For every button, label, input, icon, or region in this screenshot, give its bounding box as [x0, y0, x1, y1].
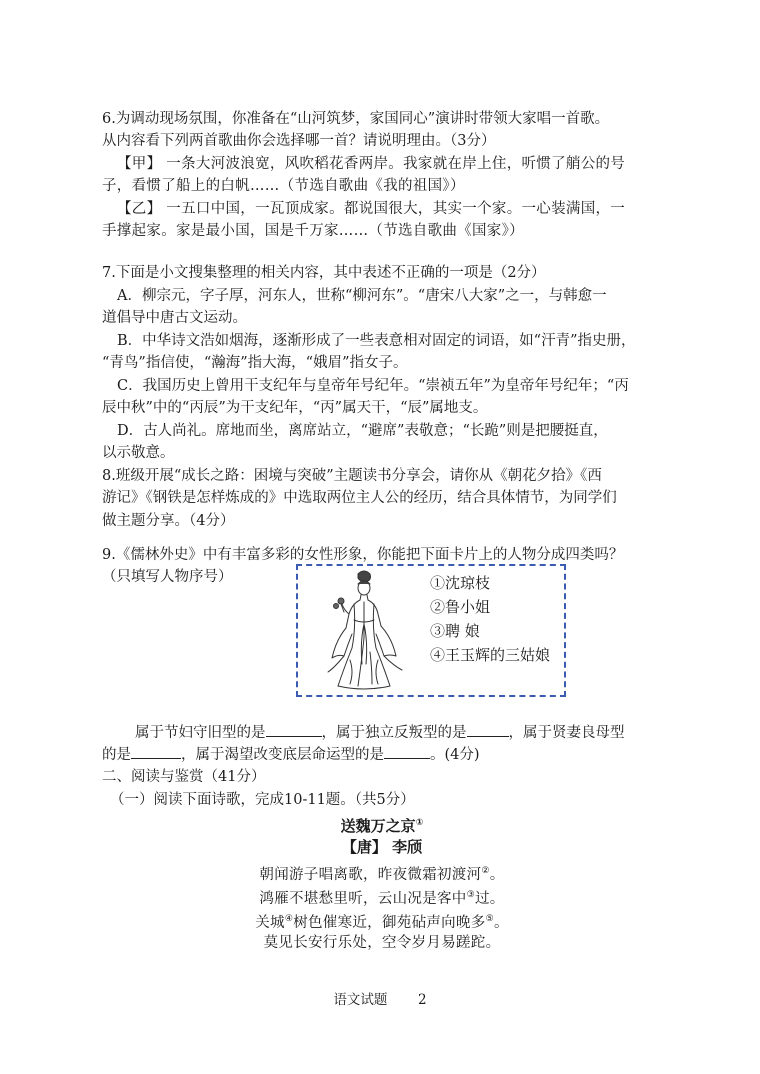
- ancient-lady-illustration: [314, 568, 414, 694]
- q7-option-a1: A．柳宗元，字子厚，河东人，世称“柳河东”。“唐宋八大家”之一，与韩愈一: [117, 288, 607, 304]
- section-2-title: 二、阅读与鉴赏（41分）: [102, 769, 266, 785]
- q6-jia-line2: 子，看惯了船上的白帆……（节选自歌曲《我的祖国》）: [102, 178, 465, 194]
- fill-label-4: 的是: [102, 747, 131, 763]
- fill-label-3: ，属于贤妻良母型: [508, 725, 625, 741]
- footer-label: 语文试题: [333, 992, 388, 1008]
- poem-title: 送魏万之京①: [340, 817, 424, 835]
- fill-label-1: 属于节妇守旧型的是: [135, 725, 266, 741]
- card-item-4: ④王玉辉的三姑娘: [430, 646, 551, 664]
- q7-option-d1: D．古人尚礼。席地而坐，离席站立，“避席”表敬意；“长跪”则是把腰挺直，: [117, 423, 608, 439]
- card-item-3: ③聘 娘: [430, 622, 480, 640]
- q9-fill-line2: [102, 744, 662, 766]
- q8-line2: 游记》《钢铁是怎样炼成的》中选取两位主人公的经历，结合具体情节，为同学们: [102, 490, 617, 506]
- q8-line3: 做主题分享。（4分）: [102, 513, 235, 529]
- fill-label-5: ，属于渴望改变底层命运型的是: [181, 747, 384, 763]
- q9-line1: 9.《儒林外史》中有丰富多彩的女性形象，你能把下面卡片上的人物分成四类吗？: [102, 547, 624, 563]
- q7-option-c2: 辰中秋”中的“丙辰”为干支纪年，“丙”属天干，“辰”属地支。: [102, 400, 488, 416]
- answer-blank-1[interactable]: [266, 722, 322, 737]
- q6-jia-line1: 【甲】 一条大河波浪宽，风吹稻花香两岸。我家就在岸上住，听惯了艄公的号: [117, 156, 626, 172]
- fill-label-2: ，属于独立反叛型的是: [321, 725, 467, 741]
- section-2-subtitle: （一）阅读下面诗歌，完成10-11题。（共5分）: [110, 792, 415, 808]
- card-item-2: ②鲁小姐: [430, 598, 491, 616]
- poem-line-4: 莫见长安行乐处，空令岁月易蹉跎。: [263, 935, 501, 951]
- answer-blank-3[interactable]: [131, 744, 181, 759]
- fill-label-6: 。(4分): [430, 747, 480, 763]
- q7-option-b1: B．中华诗文浩如烟海，逐渐形成了一些表意相对固定的词语，如“汗青”指史册，: [117, 333, 636, 349]
- answer-blank-2[interactable]: [467, 722, 509, 737]
- poem-author: 【唐】 李颀: [341, 838, 423, 856]
- card-item-1: ①沈琼枝: [430, 574, 491, 592]
- poem-line-1: 朝闻游子唱离歌，昨夜微霜初渡河②。: [259, 866, 505, 883]
- q7-option-c1: C．我国历史上曾用干支纪年与皇帝年号纪年。“崇祯五年”为皇帝年号纪年；“丙: [117, 378, 629, 394]
- page-number: 2: [418, 992, 427, 1008]
- page-footer: [0, 988, 760, 1008]
- q6-yi-line1: 【乙】 一五口中国，一瓦顶成家。都说国很大，其实一个家。一心装满国，一: [117, 201, 626, 217]
- q9-fill-line1: [135, 722, 695, 744]
- q7-option-d2: 以示敬意。: [102, 445, 175, 461]
- q6-line2: 从内容看下列两首歌曲你会选择哪一首？请说明理由。（3分）: [102, 133, 496, 149]
- q6-yi-line2: 手撑起家。家是最小国，国是千万家……（节选自歌曲《国家》）: [102, 223, 524, 239]
- character-card: [296, 564, 566, 697]
- poem-line-2: 鸿雁不堪愁里听，云山况是客中③过。: [259, 890, 505, 907]
- q9-line2: （只填写人物序号）: [102, 569, 233, 585]
- q7-option-a2: 道倡导中唐古文运动。: [102, 310, 247, 326]
- q8-line1: 8.班级开展“成长之路：困境与突破”主题读书分享会，请你从《朝花夕拾》《西: [102, 468, 602, 484]
- q7-option-b2: “青鸟”指信使，“瀚海”指大海，“娥眉”指女子。: [102, 355, 408, 371]
- q7-line1: 7.下面是小文搜集整理的相关内容，其中表述不正确的一项是（2分）: [102, 265, 546, 281]
- answer-blank-4[interactable]: [384, 744, 430, 759]
- poem-line-3: 关城④树色催寒近，御苑砧声向晚多⑤。: [255, 914, 509, 931]
- q6-line1: 6.为调动现场氛围，你准备在“山河筑梦，家国同心”演讲时带领大家唱一首歌。: [102, 111, 610, 127]
